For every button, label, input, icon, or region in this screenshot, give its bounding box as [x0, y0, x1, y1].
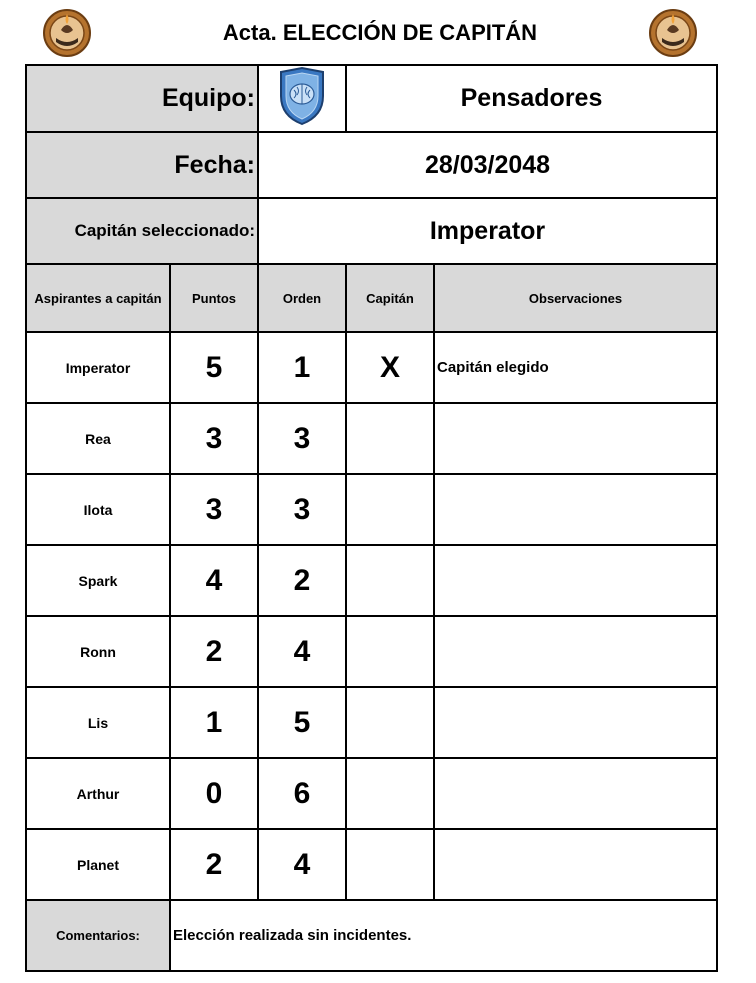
candidate-order: 4 — [258, 616, 346, 687]
date-label: Fecha: — [26, 132, 258, 198]
captain-mark — [346, 474, 434, 545]
candidate-points: 1 — [170, 687, 258, 758]
team-crest-cell — [258, 65, 346, 132]
document-title: Acta. ELECCIÓN DE CAPITÁN — [222, 20, 538, 45]
team-value: Pensadores — [346, 65, 717, 132]
candidate-points: 3 — [170, 403, 258, 474]
captain-label: Capitán seleccionado: — [26, 198, 258, 264]
candidate-notes — [434, 616, 717, 687]
candidate-name: Imperator — [26, 332, 170, 403]
medal-emblem-icon — [42, 8, 92, 58]
candidate-points: 4 — [170, 545, 258, 616]
date-value: 28/03/2048 — [258, 132, 717, 198]
candidate-notes — [434, 403, 717, 474]
table-row — [26, 332, 717, 403]
captain-row — [26, 198, 717, 264]
table-row — [26, 829, 717, 900]
table-row — [26, 474, 717, 545]
column-header-row — [26, 264, 717, 332]
candidate-name: Rea — [26, 403, 170, 474]
candidate-notes — [434, 687, 717, 758]
team-row — [26, 65, 717, 132]
captain-mark — [346, 403, 434, 474]
comments-row — [26, 900, 717, 971]
column-header: Observaciones — [434, 264, 717, 332]
candidate-notes: Capitán elegido — [434, 332, 717, 403]
candidate-order: 5 — [258, 687, 346, 758]
captain-mark — [346, 687, 434, 758]
comments-label: Comentarios: — [26, 900, 170, 971]
candidate-notes — [434, 474, 717, 545]
medal-emblem-icon — [648, 8, 698, 58]
column-header: Puntos — [170, 264, 258, 332]
candidate-name: Planet — [26, 829, 170, 900]
captain-mark — [346, 616, 434, 687]
captain-mark: X — [346, 332, 434, 403]
candidate-name: Ronn — [26, 616, 170, 687]
candidate-order: 3 — [258, 403, 346, 474]
team-label: Equipo: — [26, 65, 258, 132]
column-header: Capitán — [346, 264, 434, 332]
column-header: Orden — [258, 264, 346, 332]
date-row — [26, 132, 717, 198]
candidate-notes — [434, 545, 717, 616]
table-row — [26, 758, 717, 829]
candidate-notes — [434, 829, 717, 900]
captain-value: Imperator — [258, 198, 717, 264]
captain-mark — [346, 758, 434, 829]
candidate-order: 3 — [258, 474, 346, 545]
candidate-order: 2 — [258, 545, 346, 616]
brain-shield-icon — [277, 66, 327, 126]
candidate-name: Arthur — [26, 758, 170, 829]
candidate-points: 2 — [170, 829, 258, 900]
candidate-points: 5 — [170, 332, 258, 403]
candidate-name: Lis — [26, 687, 170, 758]
table-row — [26, 403, 717, 474]
table-row — [26, 545, 717, 616]
candidate-order: 4 — [258, 829, 346, 900]
table-row — [26, 687, 717, 758]
election-record-table — [25, 64, 718, 972]
candidate-points: 2 — [170, 616, 258, 687]
captain-mark — [346, 829, 434, 900]
candidate-points: 0 — [170, 758, 258, 829]
column-header: Aspirantes a capitán — [26, 264, 170, 332]
captain-mark — [346, 545, 434, 616]
candidate-name: Spark — [26, 545, 170, 616]
table-row — [26, 616, 717, 687]
comments-value: Elección realizada sin incidentes. — [170, 900, 717, 971]
candidate-notes — [434, 758, 717, 829]
candidate-order: 6 — [258, 758, 346, 829]
candidate-name: Ilota — [26, 474, 170, 545]
candidate-order: 1 — [258, 332, 346, 403]
candidate-points: 3 — [170, 474, 258, 545]
